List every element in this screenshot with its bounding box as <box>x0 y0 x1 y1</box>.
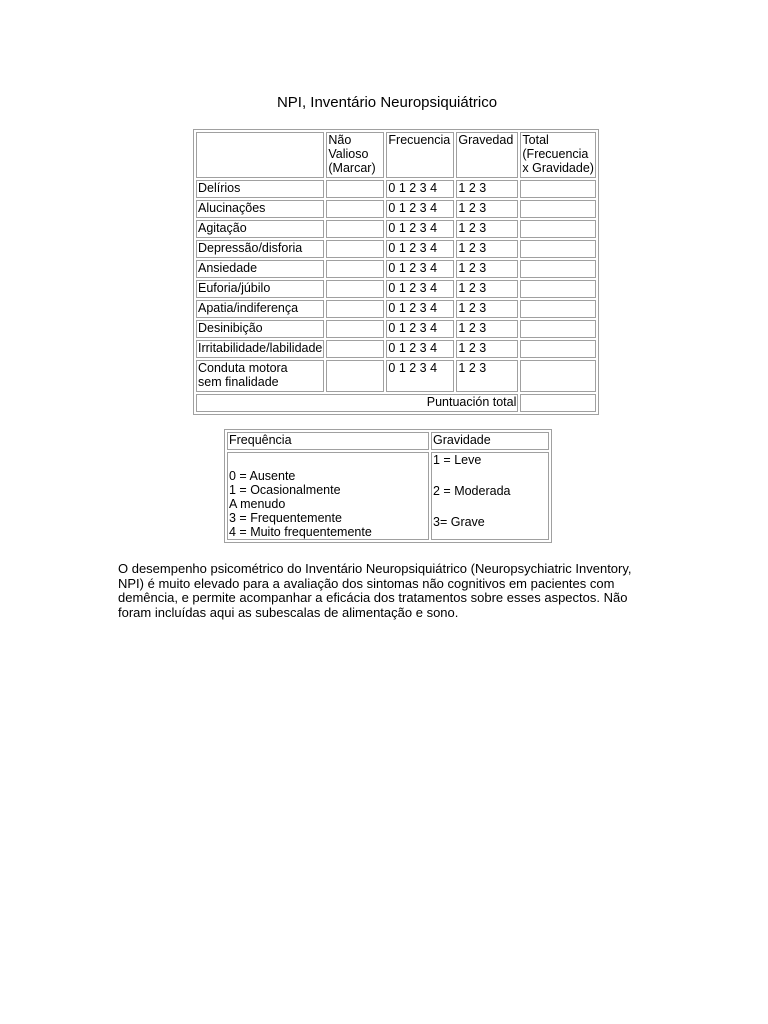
nao-valioso-checkbox-cell <box>326 240 384 258</box>
severity-scale-text: 1 2 3 <box>458 241 487 255</box>
table-header-row <box>196 132 596 178</box>
severity-scale-text: 1 2 3 <box>458 221 487 235</box>
nao-valioso-checkbox-cell <box>326 260 384 278</box>
legend-body-row <box>227 452 549 540</box>
frequency-scale <box>386 240 454 258</box>
symptom-label-text: Depressão/disforia <box>198 241 303 255</box>
total-cell <box>520 240 596 258</box>
symptom-label-text: Ansiedade <box>198 261 258 275</box>
legend-frequency-cell <box>227 452 429 540</box>
legend-severity-header: Gravidade <box>431 432 549 450</box>
symptom-label <box>196 260 324 278</box>
total-cell <box>520 280 596 298</box>
legend-frequency-header: Frequência <box>227 432 429 450</box>
symptom-label <box>196 300 324 318</box>
severity-item: 3= Grave <box>433 515 485 529</box>
frequency-scale-text: 0 1 2 3 4 <box>388 181 438 195</box>
total-cell <box>520 220 596 238</box>
nao-valioso-checkbox-cell <box>326 220 384 238</box>
severity-scale <box>456 320 518 338</box>
severity-scale <box>456 360 518 392</box>
frequency-item: 3 = Frequentemente <box>229 511 342 525</box>
npi-table <box>193 129 599 415</box>
table-row <box>196 340 596 358</box>
page-title: NPI, Inventário Neuropsiquiátrico <box>276 94 498 111</box>
total-cell <box>520 300 596 318</box>
symptom-label-text: Irritabilidade/labilidade <box>198 341 323 355</box>
table-row <box>196 300 596 318</box>
frequency-scale <box>386 260 454 278</box>
frequency-scale-list <box>229 453 427 539</box>
symptom-label-text: Desinibição <box>198 321 263 335</box>
severity-scale-text: 1 2 3 <box>458 261 487 275</box>
legend-severity-cell <box>431 452 549 540</box>
frequency-scale-text: 0 1 2 3 4 <box>388 361 438 375</box>
total-cell <box>520 360 596 392</box>
description-paragraph: O desempenho psicométrico do Inventário Neuropsiquiátrico (Neuropsychiatric Inventory, NPI) é muito elevado para a avaliação dos sintomas não cognitivos em pacientes com demência, e permite acompanhar a eficácia dos tratamentos sobre esses aspectos. Não foram incluídas aqui as subescalas de alimentação e sono. <box>118 561 632 620</box>
symptom-label <box>196 220 324 238</box>
symptom-label <box>196 280 324 298</box>
nao-valioso-checkbox-cell <box>326 200 384 218</box>
frequency-item: A menudo <box>229 497 286 511</box>
frequency-item: 4 = Muito frequentemente <box>229 525 372 539</box>
frequency-scale <box>386 280 454 298</box>
frequency-scale-text: 0 1 2 3 4 <box>388 281 438 295</box>
symptom-label <box>196 200 324 218</box>
symptom-label <box>196 240 324 258</box>
header-cell-gravedad: Gravedad <box>456 132 518 178</box>
total-score-label: Puntuación total <box>196 394 518 412</box>
total-score-cell <box>520 394 596 412</box>
symptom-label <box>196 320 324 338</box>
table-row <box>196 280 596 298</box>
frequency-scale-text: 0 1 2 3 4 <box>388 261 438 275</box>
total-cell <box>520 200 596 218</box>
symptom-label-text: Euforia/júbilo <box>198 281 271 295</box>
table-row <box>196 360 596 392</box>
symptom-label <box>196 180 324 198</box>
header-cell-nao-valioso: Não Valioso (Marcar) <box>326 132 384 178</box>
total-cell <box>520 340 596 358</box>
severity-scale-text: 1 2 3 <box>458 301 487 315</box>
severity-scale-text: 1 2 3 <box>458 321 487 335</box>
frequency-item: 0 = Ausente <box>229 469 296 483</box>
symptom-label-text: Apatia/indiferença <box>198 301 299 315</box>
severity-scale-text: 1 2 3 <box>458 181 487 195</box>
nao-valioso-checkbox-cell <box>326 360 384 392</box>
severity-item: 2 = Moderada <box>433 484 511 498</box>
header-cell-blank <box>196 132 324 178</box>
header-cell-frecuencia: Frecuencia <box>386 132 454 178</box>
frequency-scale-text: 0 1 2 3 4 <box>388 221 438 235</box>
header-cell-total: Total (Frecuencia x Gravidade) <box>520 132 596 178</box>
frequency-scale-text: 0 1 2 3 4 <box>388 321 438 335</box>
table-row <box>196 240 596 258</box>
frequency-scale <box>386 200 454 218</box>
legend-table <box>224 429 552 543</box>
frequency-scale <box>386 220 454 238</box>
nao-valioso-checkbox-cell <box>326 180 384 198</box>
symptom-label <box>196 360 324 392</box>
table-row <box>196 180 596 198</box>
severity-scale <box>456 300 518 318</box>
nao-valioso-checkbox-cell <box>326 280 384 298</box>
frequency-scale <box>386 340 454 358</box>
symptom-label-text: Delírios <box>198 181 241 195</box>
severity-scale <box>456 200 518 218</box>
total-cell <box>520 320 596 338</box>
total-row <box>196 394 596 412</box>
severity-item: 1 = Leve <box>433 453 482 467</box>
frequency-scale <box>386 300 454 318</box>
nao-valioso-checkbox-cell <box>326 340 384 358</box>
frequency-scale-text: 0 1 2 3 4 <box>388 201 438 215</box>
severity-scale-text: 1 2 3 <box>458 201 487 215</box>
table-row <box>196 320 596 338</box>
severity-scale <box>456 240 518 258</box>
severity-scale <box>456 280 518 298</box>
symptom-label-text: Alucinações <box>198 201 266 215</box>
frequency-scale <box>386 180 454 198</box>
severity-scale <box>456 260 518 278</box>
legend-header-row <box>227 432 549 450</box>
severity-scale <box>456 180 518 198</box>
severity-scale <box>456 220 518 238</box>
total-cell <box>520 260 596 278</box>
total-cell <box>520 180 596 198</box>
symptom-label <box>196 340 324 358</box>
frequency-scale-text: 0 1 2 3 4 <box>388 301 438 315</box>
frequency-scale-text: 0 1 2 3 4 <box>388 341 438 355</box>
frequency-scale <box>386 360 454 392</box>
severity-scale-list <box>433 453 547 529</box>
table-row <box>196 200 596 218</box>
nao-valioso-checkbox-cell <box>326 320 384 338</box>
frequency-item: 1 = Ocasionalmente <box>229 483 341 497</box>
frequency-scale <box>386 320 454 338</box>
severity-scale <box>456 340 518 358</box>
severity-scale-text: 1 2 3 <box>458 341 487 355</box>
severity-scale-text: 1 2 3 <box>458 281 487 295</box>
nao-valioso-checkbox-cell <box>326 300 384 318</box>
table-row <box>196 260 596 278</box>
symptom-label-text: Agitação <box>198 221 247 235</box>
frequency-scale-text: 0 1 2 3 4 <box>388 241 438 255</box>
symptom-label-text: Conduta motora sem finalidade <box>198 361 288 389</box>
severity-scale-text: 1 2 3 <box>458 361 487 375</box>
table-row <box>196 220 596 238</box>
